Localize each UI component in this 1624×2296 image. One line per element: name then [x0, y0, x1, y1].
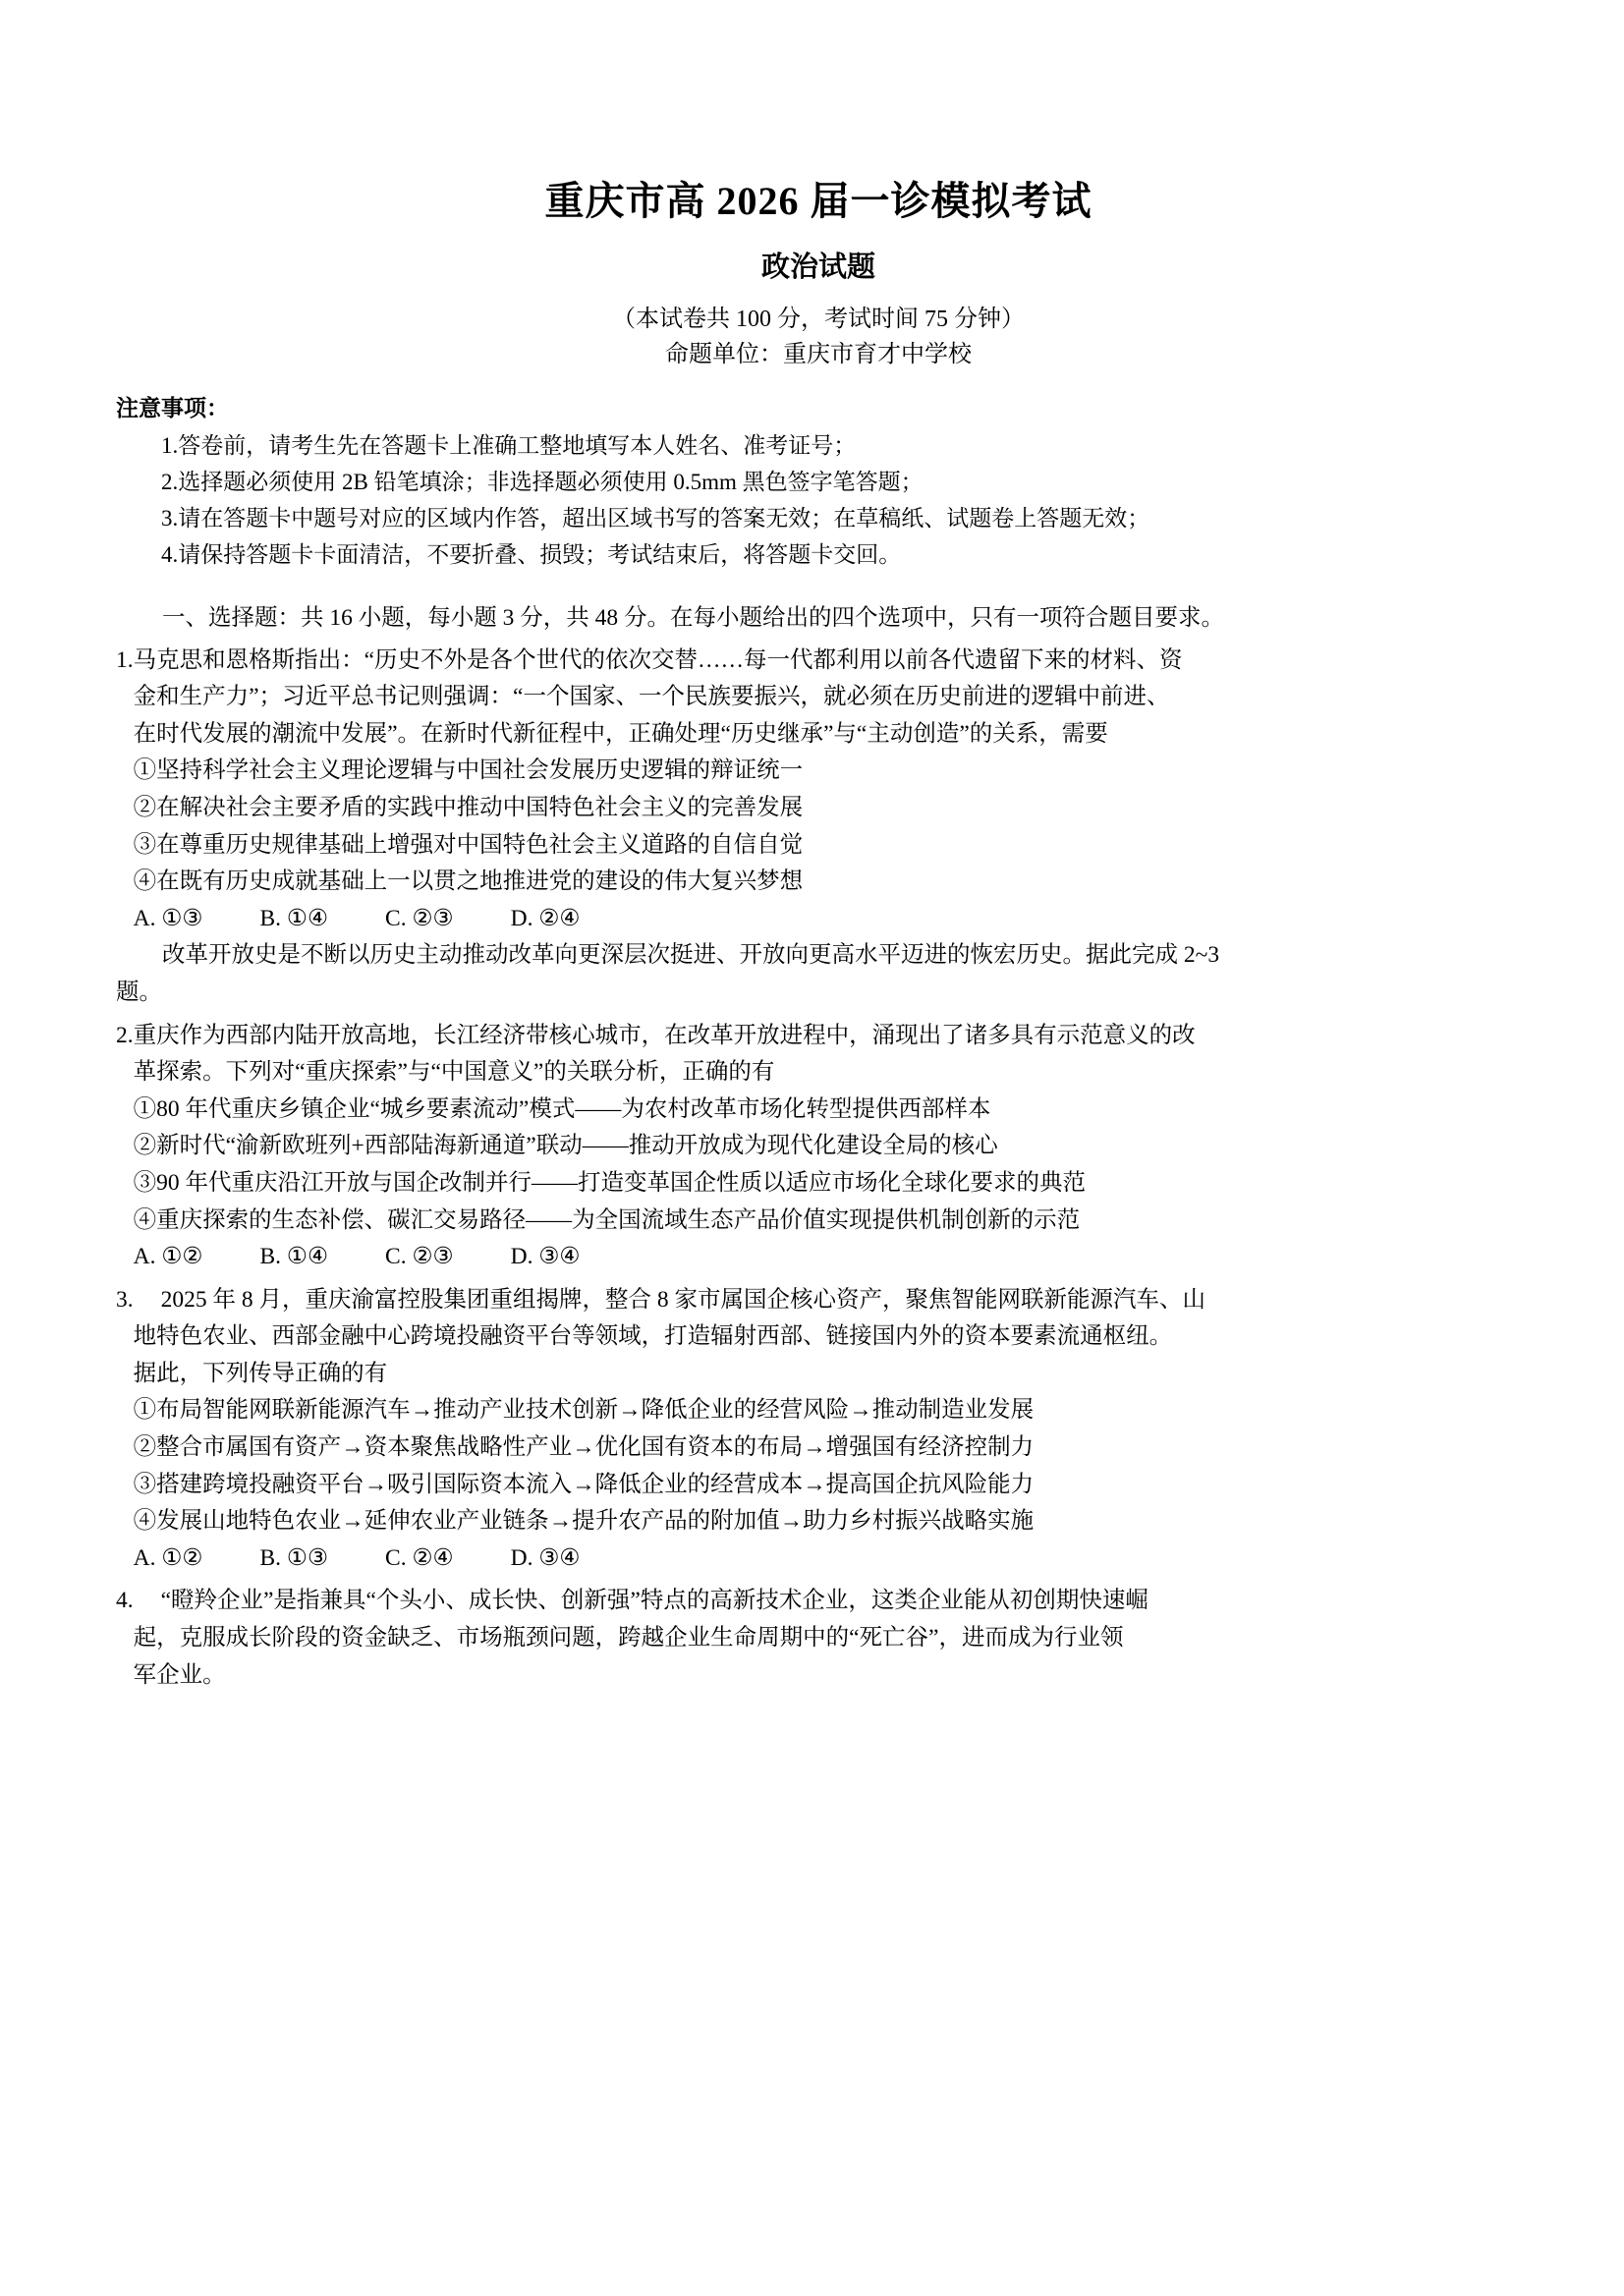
notice-heading: 注意事项：: [116, 396, 229, 421]
question-4-stem-line-3: 军企业。: [133, 1661, 226, 1688]
question-1-option-d[interactable]: D. ②④: [510, 905, 581, 931]
question-2-option-b[interactable]: B. ①④: [259, 1244, 329, 1270]
question-4-number: 4.: [116, 1588, 134, 1614]
question-3-item-4: ④发展山地特色农业→延伸农业产业链条→提升农产品的附加值→助力乡村振兴战略实施: [133, 1508, 1035, 1535]
question-3-number: 3.: [116, 1286, 134, 1313]
question-3-option-a[interactable]: A. ①②: [133, 1544, 203, 1571]
question-2-number: 2.: [116, 1022, 134, 1048]
question-1: [116, 643, 1521, 938]
question-1-stem-line-1: 马克思和恩格斯指出：“历史不外是各个世代的依次交替……每一代都利用以前各代遗留下来的材料、资: [133, 646, 1183, 673]
question-2-item-3: ③90 年代重庆沿江开放与国企改制并行——打造变革国企性质以适应市场化全球化要求的典范: [133, 1169, 1086, 1196]
question-2-option-a[interactable]: A. ①②: [133, 1244, 203, 1270]
question-3-option-c[interactable]: C. ②④: [385, 1544, 454, 1571]
question-3: [116, 1282, 1521, 1578]
question-1-option-a[interactable]: A. ①③: [133, 905, 203, 931]
question-4-stem-line-1: “瞪羚企业”是指兼具“个头小、成长快、创新强”特点的高新技术企业，这类企业能从初创期快速崛: [160, 1588, 1148, 1614]
question-1-stem-line-3: 在时代发展的潮流中发展”。在新时代新征程中，正确处理“历史继承”与“主动创造”的关系，需要: [133, 720, 1108, 747]
question-3-stem-line-3: 据此，下列传导正确的有: [133, 1360, 388, 1386]
subject-title: 政治试题: [760, 252, 875, 283]
question-1-item-1: ①坚持科学社会主义理论逻辑与中国社会发展历史逻辑的辩证统一: [133, 757, 804, 784]
notice-item-3: 3.请在答题卡中题号对应的区域内作答，超出区域书写的答案无效；在草稿纸、试题卷上答题无效；: [161, 506, 1150, 532]
exam-meta: [116, 303, 1521, 373]
transition-line-1: 改革开放史是不断以历史主动推动改革向更深层次挺进、开放向更高水平迈进的恢宏历史。据此完成 2~3: [162, 942, 1220, 969]
question-2-item-1: ①80 年代重庆乡镇企业“城乡要素流动”模式——为农村改革市场化转型提供西部样本: [133, 1095, 991, 1122]
question-2-stem-line-2: 革探索。下列对“重庆探索”与“中国意义”的关联分析，正确的有: [133, 1059, 775, 1086]
question-2-stem-line-1: 重庆作为西部内陆开放高地，长江经济带核心城市，在改革开放进程中，涌现出了诸多具有示范意义的改: [133, 1022, 1196, 1048]
question-3-stem-line-2: 地特色农业、西部金融中心跨境投融资平台等领域，打造辐射西部、链接国内外的资本要素流通枢纽。: [133, 1323, 1173, 1350]
section-one-heading: 一、选择题：共 16 小题，每小题 3 分，共 48 分。在每小题给出的四个选项中，只有一项符合题目要求。: [162, 604, 1224, 631]
question-1-option-c[interactable]: C. ②③: [385, 905, 454, 931]
author-unit-line: 命题单位：重庆市育才中学校: [665, 342, 972, 368]
transition-line-2: 题。: [116, 979, 162, 1005]
question-1-option-b[interactable]: B. ①④: [259, 905, 329, 931]
notice-item-4: 4.请保持答题卡卡面清洁，不要折叠、损毁；考试结束后，将答题卡交回。: [161, 542, 902, 568]
question-2: [116, 1018, 1521, 1276]
notice-item-1: 1.答卷前，请考生先在答题卡上准确工整地填写本人姓名、准考证号；: [161, 432, 857, 458]
question-1-options: [134, 901, 1521, 938]
question-2-option-c[interactable]: C. ②③: [385, 1244, 454, 1270]
notice-item-2: 2.选择题必须使用 2B 铅笔填涂；非选择题必须使用 0.5mm 黑色签字笔答题；: [161, 469, 924, 494]
question-1-item-2: ②在解决社会主要矛盾的实践中推动中国特色社会主义的完善发展: [133, 794, 804, 820]
exam-info-line: （本试卷共 100 分，考试时间 75 分钟）: [612, 306, 1025, 332]
question-3-item-2: ②整合市属国有资产→资本聚焦战略性产业→优化国有资本的布局→增强国有经济控制力: [133, 1434, 1035, 1461]
paper-sheet: [116, 0, 1521, 1694]
question-3-option-b[interactable]: B. ①③: [259, 1544, 329, 1571]
question-3-option-d[interactable]: D. ③④: [510, 1544, 581, 1571]
page-title: 重庆市高 2026 届一诊模拟考试: [544, 179, 1092, 223]
question-2-item-4: ④重庆探索的生态补偿、碳汇交易路径——为全国流域生态产品价值实现提供机制创新的示范: [133, 1206, 1081, 1233]
question-1-stem-line-2: 金和生产力”；习近平总书记则强调：“一个国家、一个民族要振兴，就必须在历史前进的逻辑中前进、: [133, 684, 1170, 710]
question-2-options: [134, 1239, 1521, 1276]
question-3-stem-line-1: 2025 年 8 月，重庆渝富控股集团重组揭牌，整合 8 家市属国企核心资产，聚焦智能网联新能源汽车、山: [160, 1286, 1205, 1313]
transition-paragraph: [116, 937, 1521, 1011]
question-2-item-2: ②新时代“渝新欧班列+西部陆海新通道”联动——推动开放成为现代化建设全局的核心: [133, 1133, 998, 1159]
question-1-item-3: ③在尊重历史规律基础上增强对中国特色社会主义道路的自信自觉: [133, 831, 804, 858]
question-3-options: [134, 1540, 1521, 1578]
question-3-item-1: ①布局智能网联新能源汽车→推动产业技术创新→降低企业的经营风险→推动制造业发展: [133, 1397, 1035, 1424]
question-3-item-3: ③搭建跨境投融资平台→吸引国际资本流入→降低企业的经营成本→提高国企抗风险能力: [133, 1471, 1035, 1497]
question-1-number: 1.: [116, 646, 134, 673]
question-2-option-d[interactable]: D. ③④: [510, 1244, 581, 1270]
notice-block: [116, 390, 1521, 573]
question-4-stem-line-2: 起，克服成长阶段的资金缺乏、市场瓶颈问题，跨越企业生命周期中的“死亡谷”，进而成为行业领: [133, 1625, 1124, 1652]
question-1-item-4: ④在既有历史成就基础上一以贯之地推进党的建设的伟大复兴梦想: [133, 868, 804, 895]
question-4: [116, 1583, 1521, 1694]
